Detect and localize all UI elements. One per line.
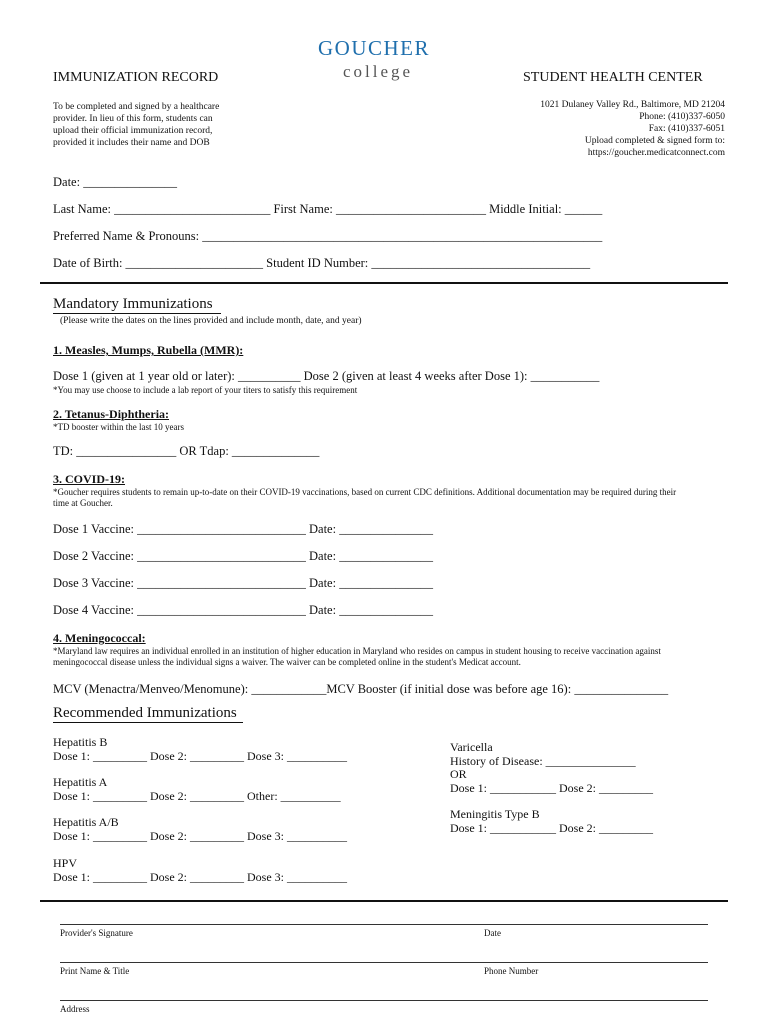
mandatory-title: Mandatory Immunizations <box>53 296 213 312</box>
varicella-dose-fields[interactable]: Dose 1: ___________ Dose 2: _________ <box>450 780 653 795</box>
instructions <box>53 101 219 149</box>
tetanus-note: *TD booster within the last 10 years <box>53 422 184 432</box>
provider-signature-line[interactable] <box>60 924 708 925</box>
mandatory-subtitle: (Please write the dates on the lines provided and include month, date, and year) <box>60 316 362 326</box>
covid-dose-4-fields[interactable]: Dose 4 Vaccine: ___________________________ Date: _______________ <box>53 603 433 617</box>
varicella-label: Varicella <box>450 740 493 754</box>
varicella-block <box>450 741 653 795</box>
name-fields[interactable]: Last Name: _________________________ First Name: ________________________ Middle Initial: ______ <box>53 202 603 216</box>
instructions-line: To be completed and signed by a healthcare <box>53 102 220 112</box>
mmr-dose-fields[interactable]: Dose 1 (given at 1 year old or later): __________ Dose 2 (given at least 4 weeks after Dose 1): ___________ <box>53 369 600 383</box>
tetanus-heading: 2. Tetanus-Diphtheria: <box>53 407 170 421</box>
mmr-note: *You may use choose to include a lab report of your titers to satisfy this requirement <box>53 385 358 395</box>
covid-dose-3-fields[interactable]: Dose 3 Vaccine: ___________________________ Date: _______________ <box>53 576 433 590</box>
covid-dose-1-fields[interactable]: Dose 1 Vaccine: ___________________________ Date: _______________ <box>53 522 433 536</box>
meningococcal-note: *Maryland law requires an individual enrolled in an institution of higher education in Maryland who resides on campus in student housing to receive vaccination against meningococcal disease unless the individual signs a waiver. The waiver can be completed online in the student's Medicat account. <box>53 646 661 667</box>
date-field[interactable]: Date: _______________ <box>53 175 177 189</box>
meningococcal-heading: 4. Meningococcal: <box>53 631 146 645</box>
preferred-name-field[interactable]: Preferred Name & Pronouns: ________________________________________________________________ <box>53 229 603 243</box>
dob-student-id-fields[interactable]: Date of Birth: ______________________ Student ID Number: ___________________________________ <box>53 256 591 270</box>
print-name-label: Print Name & Title <box>60 966 130 976</box>
hepatitis-ab-block <box>53 816 347 843</box>
hepatitis-b-dose-fields[interactable]: Dose 1: _________ Dose 2: _________ Dose 3: __________ <box>53 748 347 763</box>
instructions-line: provided it includes their name and DOB <box>53 138 210 148</box>
upload-line: Upload completed & signed form to: <box>584 136 725 146</box>
covid-heading: 3. COVID-19: <box>53 472 125 486</box>
mmr-heading: 1. Measles, Mumps, Rubella (MMR): <box>53 343 244 357</box>
department-title: STUDENT HEALTH CENTER <box>523 70 703 85</box>
hpv-label: HPV <box>53 856 78 870</box>
address-label: Address <box>60 1004 90 1014</box>
hepatitis-b-block <box>53 736 347 763</box>
varicella-history-field[interactable]: History of Disease: _______________ <box>450 753 636 768</box>
upload-url[interactable]: https://goucher.medicatconnect.com <box>587 148 725 158</box>
college-logo-sub: college <box>343 62 414 81</box>
hepatitis-ab-label: Hepatitis A/B <box>53 815 119 829</box>
hepatitis-a-dose-fields[interactable]: Dose 1: _________ Dose 2: _________ Other: __________ <box>53 788 341 803</box>
mcv-fields[interactable]: MCV (Menactra/Menveo/Menomune): ____________MCV Booster (if initial dose was before age 16): _______________ <box>53 682 669 696</box>
meningitis-b-block <box>450 808 653 835</box>
college-logo-name: GOUCHER <box>318 36 431 60</box>
hpv-block <box>53 857 347 884</box>
instructions-line: upload their official immunization record, <box>53 126 213 136</box>
health-center-address <box>540 99 725 159</box>
mandatory-title-underline <box>53 313 221 314</box>
covid-dose-2-fields[interactable]: Dose 2 Vaccine: ___________________________ Date: _______________ <box>53 549 433 563</box>
hepatitis-a-block <box>53 776 341 803</box>
phone-number-label: Phone Number <box>484 966 539 976</box>
hepatitis-a-label: Hepatitis A <box>53 775 108 789</box>
varicella-or: OR <box>450 767 467 781</box>
hepatitis-b-label: Hepatitis B <box>53 735 108 749</box>
meningitis-b-dose-fields[interactable]: Dose 1: ___________ Dose 2: _________ <box>450 820 653 835</box>
recommended-title: Recommended Immunizations <box>53 705 237 721</box>
hepatitis-ab-dose-fields[interactable]: Dose 1: _________ Dose 2: _________ Dose 3: __________ <box>53 828 347 843</box>
hpv-dose-fields[interactable]: Dose 1: _________ Dose 2: _________ Dose 3: __________ <box>53 869 347 884</box>
instructions-line: provider. In lieu of this form, students can <box>53 114 213 124</box>
recommended-title-underline <box>53 722 243 723</box>
section-divider <box>40 282 728 284</box>
td-tdap-fields[interactable]: TD: ________________ OR Tdap: ______________ <box>53 444 320 458</box>
meningitis-b-label: Meningitis Type B <box>450 807 540 821</box>
fax-line: Fax: (410)337-6051 <box>648 124 725 134</box>
print-name-line[interactable] <box>60 962 708 963</box>
phone-line: Phone: (410)337-6050 <box>639 112 725 122</box>
address-line: 1021 Dulaney Valley Rd., Baltimore, MD 21204 <box>540 100 725 110</box>
provider-signature-label: Provider's Signature <box>60 928 133 938</box>
address-line[interactable] <box>60 1000 708 1001</box>
signature-date-label: Date <box>484 928 501 938</box>
covid-note: *Goucher requires students to remain up-to-date on their COVID-19 vaccinations, based on current CDC definitions. Additional documentation may be required during their time at Goucher. <box>53 487 677 508</box>
form-title: IMMUNIZATION RECORD <box>53 70 219 85</box>
signature-divider <box>40 900 728 902</box>
